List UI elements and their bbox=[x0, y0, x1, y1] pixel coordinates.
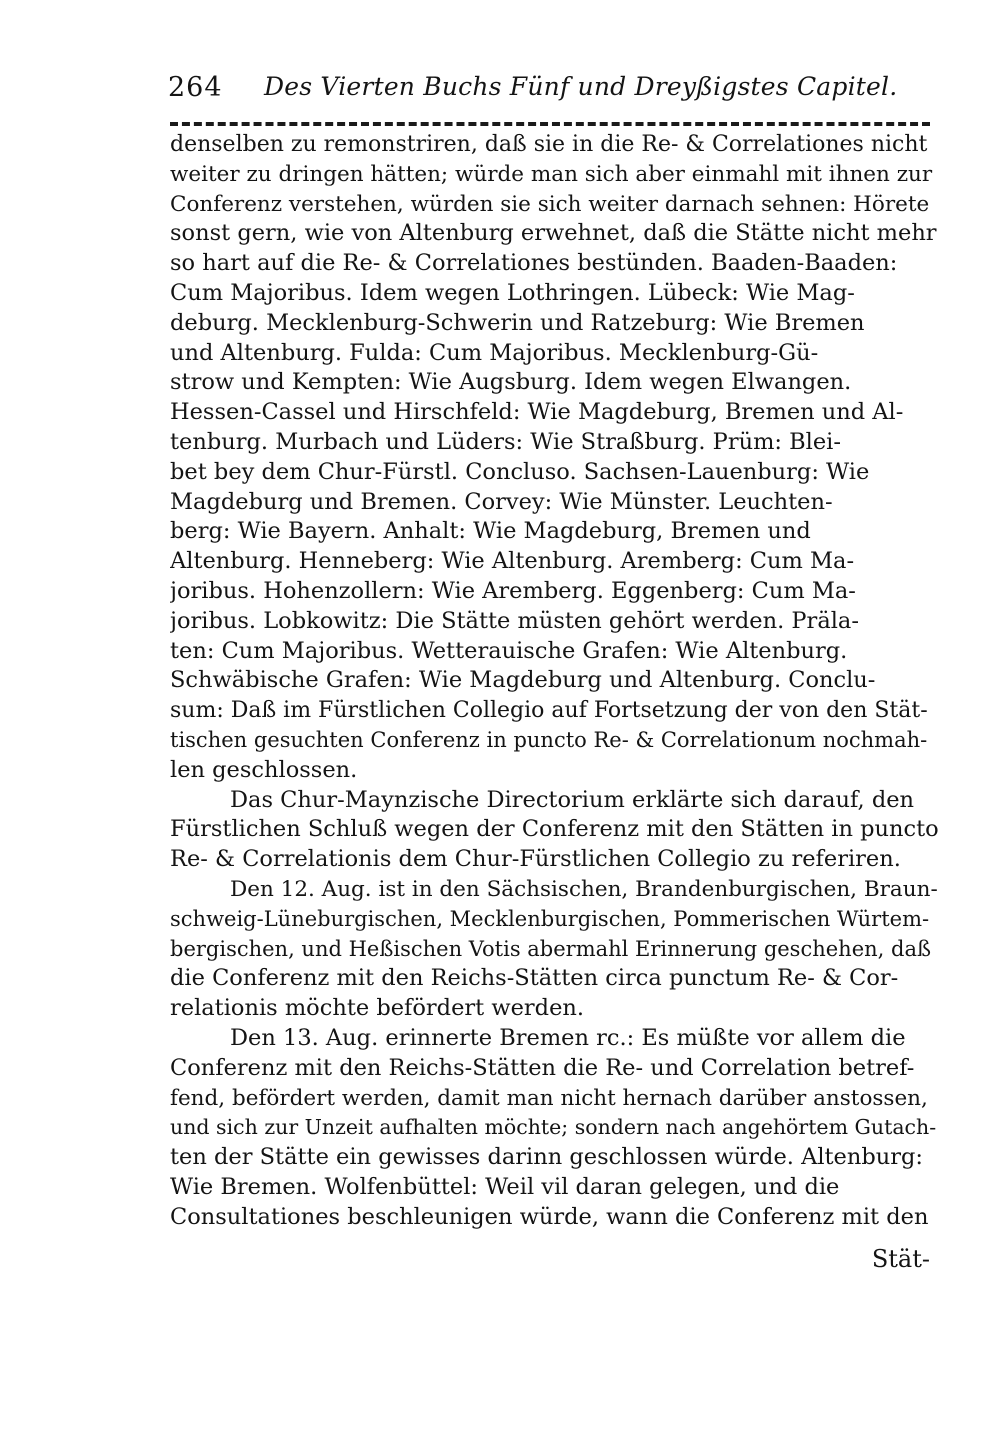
catchword: Stät- bbox=[871, 1245, 930, 1273]
text-line: die Conferenz mit den Reichs-Stätten circa punctum Re- & Cor- bbox=[170, 965, 899, 992]
text-line: Altenburg. Henneberg: Wie Altenburg. Aremberg: Cum Ma- bbox=[170, 548, 855, 575]
running-head bbox=[168, 72, 938, 108]
text-line: len geschlossen. bbox=[170, 756, 358, 783]
body-text bbox=[170, 130, 940, 1232]
text-line: Das Chur-Maynzische Directorium erklärte sich darauf, den bbox=[230, 786, 915, 813]
text-line: und Altenburg. Fulda: Cum Majoribus. Mecklenburg-Gü- bbox=[170, 339, 819, 366]
text-line: Magdeburg und Bremen. Corvey: Wie Münster. Leuchten- bbox=[170, 488, 833, 515]
text-line: sonst gern, wie von Altenburg erwehnet, daß die Stätte nicht mehr bbox=[170, 220, 937, 247]
text-line: tischen gesuchten Conferenz in puncto Re- & Correlationum nochmah- bbox=[170, 727, 928, 752]
text-line: Cum Majoribus. Idem wegen Lothringen. Lübeck: Wie Mag- bbox=[170, 279, 855, 306]
text-line: Re- & Correlationis dem Chur-Fürstlichen Collegio zu referiren. bbox=[170, 846, 901, 873]
text-line: Conferenz verstehen, würden sie sich weiter darnach sehnen: Hörete bbox=[170, 191, 930, 217]
text-line: Schwäbische Grafen: Wie Magdeburg und Altenburg. Conclu- bbox=[170, 667, 876, 694]
header-rule bbox=[170, 122, 930, 126]
text-line: joribus. Hohenzollern: Wie Aremberg. Eggenberg: Cum Ma- bbox=[170, 577, 856, 604]
text-line: weiter zu dringen hätten; würde man sich aber einmahl mit ihnen zur bbox=[170, 161, 933, 187]
text-line: tenburg. Murbach und Lüders: Wie Straßburg. Prüm: Blei- bbox=[170, 428, 841, 455]
running-title: Des Vierten Buchs Fünf und Dreyßigstes Capitel. bbox=[264, 72, 898, 101]
text-line: deburg. Mecklenburg-Schwerin und Ratzeburg: Wie Bremen bbox=[170, 309, 865, 336]
text-line: fend, befördert werden, damit man nicht hernach darüber anstossen, bbox=[170, 1085, 928, 1111]
text-line: Wie Bremen. Wolfenbüttel: Weil vil daran gelegen, und die bbox=[170, 1173, 840, 1200]
text-line: Fürstlichen Schluß wegen der Conferenz mit den Stätten in puncto bbox=[170, 816, 939, 843]
text-line: joribus. Lobkowitz: Die Stätte müsten gehört werden. Präla- bbox=[170, 607, 859, 634]
text-line: Den 12. Aug. ist in den Sächsischen, Brandenburgischen, Braun- bbox=[230, 876, 938, 902]
text-line: so hart auf die Re- & Correlationes bestünden. Baaden-Baaden: bbox=[170, 250, 898, 277]
text-line: Hessen-Cassel und Hirschfeld: Wie Magdeburg, Bremen und Al- bbox=[170, 399, 904, 426]
text-line: Consultationes beschleunigen würde, wann die Conferenz mit den bbox=[170, 1203, 929, 1230]
text-line: ten: Cum Majoribus. Wetterauische Grafen: Wie Altenburg. bbox=[170, 637, 848, 664]
text-line: Conferenz mit den Reichs-Stätten die Re- und Correlation betref- bbox=[170, 1054, 915, 1081]
text-line: sum: Daß im Fürstlichen Collegio auf Fortsetzung der von den Stät- bbox=[170, 698, 928, 724]
text-line: und sich zur Unzeit aufhalten möchte; sondern nach angehörtem Gutach- bbox=[170, 1115, 937, 1140]
page-number: 264 bbox=[168, 72, 223, 103]
text-line: strow und Kempten: Wie Augsburg. Idem wegen Elwangen. bbox=[170, 369, 852, 396]
text-line: schweig-Lüneburgischen, Mecklenburgischen, Pommerischen Würtem- bbox=[170, 906, 930, 931]
text-line: bergischen, und Heßischen Votis abermahl Erinnerung geschehen, daß bbox=[170, 936, 931, 961]
text-line: berg: Wie Bayern. Anhalt: Wie Magdeburg, Bremen und bbox=[170, 518, 811, 545]
text-line: bet bey dem Chur-Fürstl. Concluso. Sachsen-Lauenburg: Wie bbox=[170, 458, 870, 485]
text-line: denselben zu remonstriren, daß sie in die Re- & Correlationes nicht bbox=[170, 132, 928, 157]
text-line: relationis möchte befördert werden. bbox=[170, 995, 585, 1022]
text-line: ten der Stätte ein gewisses darinn geschlossen würde. Altenburg: bbox=[170, 1144, 923, 1171]
text-line: Den 13. Aug. erinnerte Bremen rc.: Es müßte vor allem die bbox=[230, 1024, 906, 1051]
